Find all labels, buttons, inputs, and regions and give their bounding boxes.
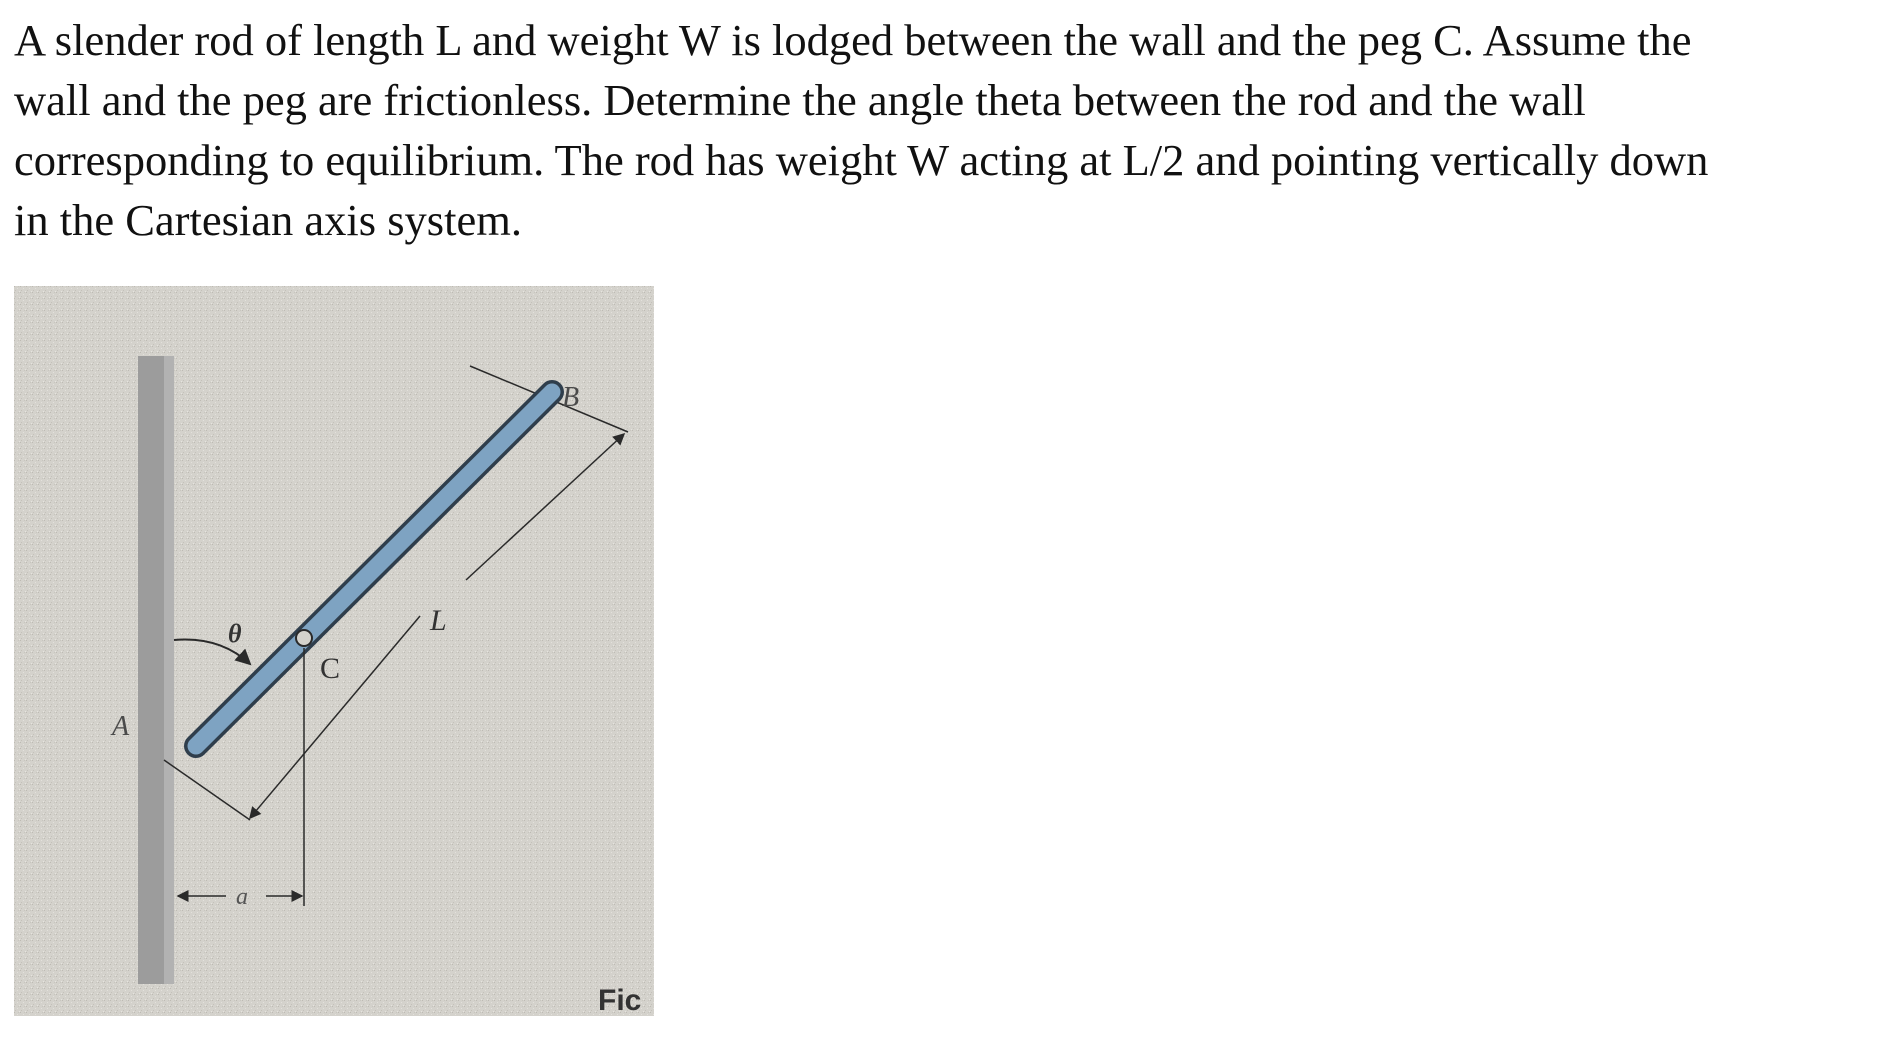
label-b-point: B	[562, 382, 580, 413]
label-a-distance: a	[236, 884, 248, 910]
problem-statement	[14, 10, 1876, 250]
label-theta: θ	[228, 619, 242, 648]
figure-canvas	[14, 286, 654, 1016]
label-c-peg: C	[320, 652, 341, 685]
wall-face-highlight	[164, 356, 174, 984]
problem-line-1: A slender rod of length L and weight W is lodged between the wall and the peg C. Assume the	[14, 15, 1692, 65]
problem-line-4: in the Cartesian axis system.	[14, 195, 522, 245]
label-a-point: A	[112, 711, 130, 742]
rod-wall-peg-figure	[14, 286, 654, 1016]
problem-line-2: wall and the peg are frictionless. Determine the angle theta between the rod and the wall	[14, 75, 1586, 125]
label-length-l: L	[430, 604, 447, 637]
figure-caption-fragment: Fic	[598, 984, 642, 1016]
peg-c	[296, 630, 312, 646]
problem-line-3: corresponding to equilibrium. The rod has weight W acting at L/2 and pointing vertically down	[14, 135, 1709, 185]
